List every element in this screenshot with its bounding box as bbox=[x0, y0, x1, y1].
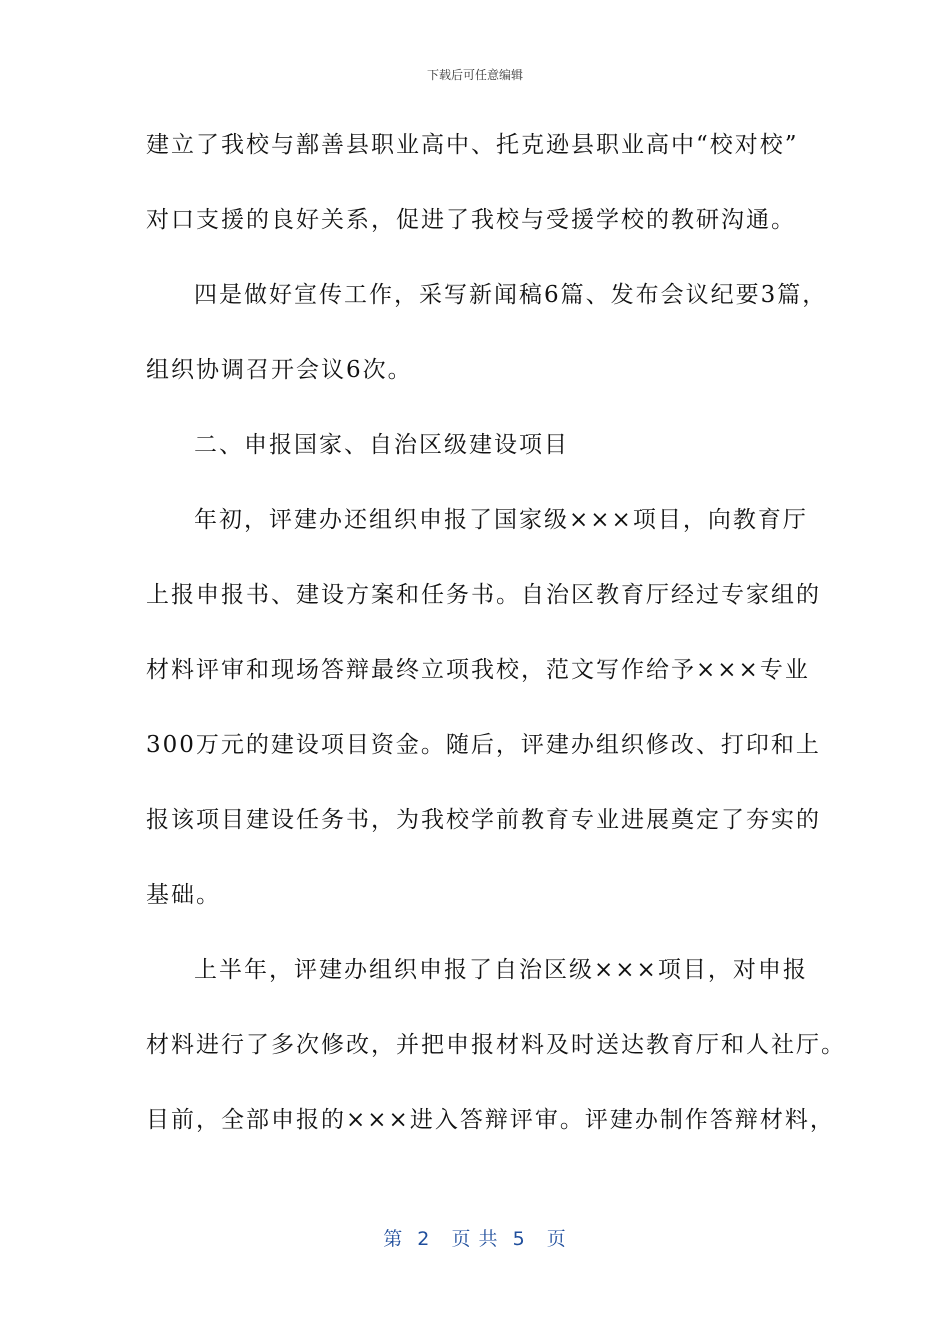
page-number-footer: 第 2 页 共 5 页 bbox=[383, 1228, 567, 1250]
document-body bbox=[146, 118, 846, 1168]
text-line: 基础。 bbox=[146, 882, 221, 908]
text-line: 材料评审和现场答辩最终立项我校，范文写作给予×××专业 bbox=[146, 657, 810, 683]
text-line: 对口支援的良好关系，促进了我校与受援学校的教研沟通。 bbox=[146, 207, 796, 233]
section-heading: 二、申报国家、自治区级建设项目 bbox=[194, 432, 569, 458]
text-line: 建立了我校与鄯善县职业高中、托克逊县职业高中“校对校” bbox=[146, 132, 799, 158]
text-line: 300万元的建设项目资金。随后，评建办组织修改、打印和上 bbox=[146, 732, 821, 758]
text-line: 组织协调召开会议6次。 bbox=[146, 357, 413, 383]
text-line: 目前，全部申报的×××进入答辩评审。评建办制作答辩材料， bbox=[146, 1107, 835, 1133]
text-line: 上报申报书、建设方案和任务书。自治区教育厅经过专家组的 bbox=[146, 582, 821, 608]
page-header-note: 下载后可任意编辑 bbox=[426, 68, 523, 82]
text-line: 报该项目建设任务书，为我校学前教育专业进展奠定了夯实的 bbox=[146, 807, 821, 833]
text-line: 材料进行了多次修改，并把申报材料及时送达教育厅和人社厅。 bbox=[146, 1032, 846, 1058]
text-line: 年初，评建办还组织申报了国家级×××项目，向教育厅 bbox=[194, 507, 808, 533]
text-line: 四是做好宣传工作，采写新闻稿6篇、发布会议纪要3篇， bbox=[194, 282, 828, 308]
text-line: 上半年，评建办组织申报了自治区级×××项目，对申报 bbox=[194, 957, 808, 983]
